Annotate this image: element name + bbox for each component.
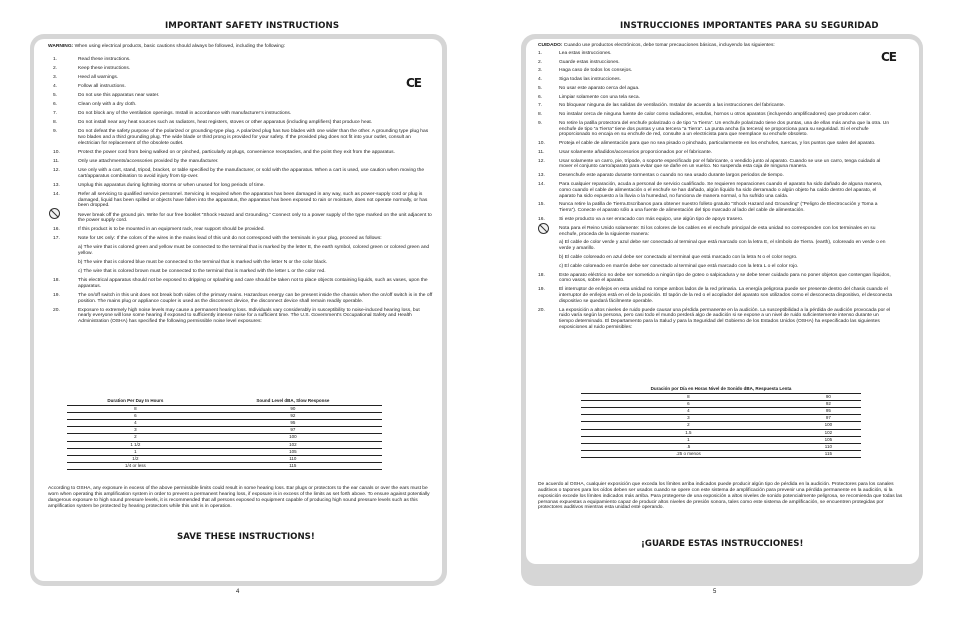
right-item-text: Nunca retire la patilla de Tierra.Escribanos para obtener nuestro folleto gratuito “Shock Hazard and Grounding” (“Peligro de Electrocución y Toma a Tierra”). Conecte el aparato sólo a una fuente de alimentación del tipo marcado al lado del cable de alimentación. [559, 202, 878, 214]
left-instruction-item [48, 192, 434, 210]
right-item-number: 14. [538, 181, 545, 187]
left-item-number: 18. [53, 277, 60, 283]
right-table-row [581, 429, 861, 436]
left-item-number: 7. [53, 111, 58, 117]
right-item-text: La exposición a altos niveles de ruido puede causar una pérdida permanente en la audición. La susceptibilidad a la pérdida de audición provocada por el ruido varía según la persona, pero casi todo el mundo perderá algo de audición si se expone a un nivel de ruido suficientemente intenso durante un tiempo determinado. El Departamento para la Salud y para la Seguridad del Gobierno de los Estados Unidos (OSHA) ha especificado las siguientes exposiciones al ruido permisibles: [559, 307, 891, 331]
right-item-text: El interruptor de en/lejos en esta unidad no rompe ambos lados de la red primaria. La energía peligrosa puede ser presente dentro del chasis cuando el interruptor de en/lejos está en el de la posición. El tapón de la red o el acoplador del aparato son utilizados como el desconecta dispositivo, el desconecta dispositivo se quedará fácilmente operable. [559, 287, 893, 304]
right-table-row [581, 407, 861, 414]
left-instruction-item [48, 111, 434, 117]
left-instruction-item [48, 293, 434, 305]
right-warning-text: Cuando use productos electrónicos, debe tomar precauciones básicas, incluyendo las siguientes: [562, 43, 775, 48]
right-item-number: 16. [538, 216, 545, 222]
right-instruction-item [538, 287, 893, 305]
left-warning [48, 44, 434, 50]
left-instruction-item [48, 57, 434, 63]
left-item-number: 14. [53, 191, 60, 197]
right-item-number: 13. [538, 173, 545, 179]
left-instruction-item [48, 308, 434, 326]
right-table-cell: 90 [796, 393, 861, 400]
left-item-text: Clean only with a dry cloth. [78, 102, 137, 107]
left-item-subpoint: b) The wire that is colored blue must be connected to the terminal that is marked with the letter N or the color black. [78, 259, 328, 265]
left-item-number: 20. [53, 307, 60, 313]
right-item-text: No retire la patilla protectora del enchufe polarizado o de tipo “a Tierra”. Un enchufe polarizado tiene dos puntas, una de ellas más ancha que la otra. Un enchufe de tipo “a Tierra” tiene dos puntas y una tercera “a Tierra”. La punta ancha (la tercera) se proporciona para su seguridad. Si el enchufe proporcionado no encaja en su enchufe de red, consulte a un electricista para que reemplace su enchufe obsoleto. [559, 120, 890, 138]
left-table-col1-header: Duration Per Day In Hours [107, 398, 164, 403]
right-item-number: 10. [538, 141, 545, 147]
left-item-number: 16. [53, 227, 60, 233]
left-instruction-item [48, 84, 434, 90]
left-table-cell: 6 [67, 412, 204, 419]
left-item-number: 6. [53, 102, 58, 107]
right-instruction-item [538, 51, 893, 57]
right-osha-paragraph: De acuerdo al OSHA, cualquier exposición que exceda los límites arriba indicados puede producir algún tipo de pérdida en la audición. Protectores para los canales auditivos o tapones para los oídos deben ser usados cuando se opere con este sistema de amplificación para prevenir una pérdida permanente en la audición, si la exposición excede los límites indicados más arriba. Para protegerse de una exposición a altos niveles de sonido potencialmente peligrosa, se recomienda que todas las personas expuestas a equipamiento capaz de producir altos niveles de presión sonora, tales como este sistema de amplificación, se encuentren protegidas por protectores auditivos mientras esta unidad esté operando. [538, 482, 903, 511]
left-save-instructions: SAVE THESE INSTRUCTIONS! [177, 532, 315, 542]
left-item-text: Follow all instructions. [78, 83, 126, 89]
right-item-text: Usar solamente añadidos/accesorios proporcionados por el fabricante. [559, 149, 713, 155]
left-item-subpoint: a) The wire that is colored green and yellow must be connected to the terminal that is marked by the letter E, the earth symbol, colored green or colored green and yellow. [78, 245, 430, 257]
left-table-row [67, 455, 382, 462]
right-item-text: Este aparato eléctrico no debe ser sometido a ningún tipo de goteo o salpicadura y se debe tener cuidado para no poner objetos que contengan líquidos, como vasos, sobre el aparato. [559, 272, 891, 284]
right-item-text: Proteja el cable de alimentación para que no sea pisado o pinchado, particularmente en los enchufes, tuercas, y los puntos que salen del aparato. [559, 141, 876, 147]
left-item-text: Never break off the ground pin. Write for our free booklet “Shock Hazard and Grounding.” Connect only to a power supply of the type marked on the unit adjacent to the power supply cord. [78, 212, 432, 224]
right-instruction-item [538, 95, 893, 101]
right-instruction-item [538, 121, 893, 139]
right-table-cell: 100 [796, 422, 861, 429]
right-table-row [581, 436, 861, 443]
right-table-cell: 95 [796, 407, 861, 414]
right-item-number: 1. [538, 50, 543, 56]
left-item-text: Refer all servicing to qualified service personnel. Servicing is required when the apparatus has been damaged in any way, such as power-supply cord or plug is damaged, liquid has been spilled or objects have fallen into the apparatus, the apparatus has been exposed to rain or moisture, does not operate normally, or has been dropped. [78, 191, 428, 209]
cart-warning-icon [49, 208, 60, 219]
right-table-row [581, 400, 861, 407]
left-item-number: 9. [53, 129, 58, 135]
right-instruction-item [538, 173, 893, 179]
left-item-text: Note for UK only: If the colors of the wires in the mains lead of this unit do not correspond with the terminals in your plug, proceed as follows: [78, 236, 382, 242]
right-item-text: Usar solamente un carro, pie, trípode, o soporte especificado por el fabricante, o vendido junto al aparato. Cuando se use un carro, tenga cuidado al mover el conjunto carro/aparato para evitar que se dañe en un vuelco. No suspenda esta caja de ninguna manera. [559, 158, 881, 170]
right-table-cell: 2 [581, 422, 796, 429]
right-page-panel [521, 34, 923, 586]
left-instruction-item [48, 227, 434, 233]
right-instruction-item [538, 217, 893, 223]
right-item-number: 20. [538, 307, 545, 313]
right-page-number: 5 [713, 589, 717, 595]
right-instruction-item [538, 226, 893, 270]
left-page-content [34, 39, 442, 581]
left-warning-text: When using electrical products, basic cautions should always be followed, including the following: [73, 44, 286, 49]
left-table-cell: 110 [204, 455, 382, 462]
right-save-instructions: ¡GUARDE ESTAS INSTRUCCIONES! [641, 539, 804, 549]
left-item-text: This electrical apparatus should not be exposed to dripping or splashing and care should be taken not to place objects containing liquids, such as vases, upon the apparatus. [78, 277, 428, 289]
right-item-number: 12. [538, 158, 545, 164]
left-instruction-item [48, 278, 434, 290]
left-page-panel [30, 34, 447, 586]
right-instruction-item [538, 202, 893, 214]
right-instruction-item [538, 77, 893, 83]
right-table-cell: 97 [796, 415, 861, 422]
left-table-cell: 102 [204, 441, 382, 448]
left-table-cell: 8 [67, 405, 204, 412]
ce-mark-icon: CE [406, 76, 422, 90]
right-instruction-item [538, 141, 893, 147]
left-item-number: 12. [53, 167, 60, 173]
left-table-cell: 105 [204, 448, 382, 455]
left-instruction-item [48, 129, 434, 147]
right-table-row [581, 415, 861, 422]
right-item-text: No bloquear ninguna de las salidas de ventilación. Instalar de acuerdo a las instrucciones del fabricante. [559, 103, 785, 109]
left-table-cell: 1/2 [67, 455, 204, 462]
left-table-cell: 1/4 or less [67, 463, 204, 470]
right-table-col1-header: Duración por Día en Horas [650, 386, 708, 391]
left-osha-paragraph: According to OSHA, any exposure in excess of the above permissible limits could result in some hearing loss. Ear plugs or protectors to the ear canals or over the ears must be worn when operating this amplification system in order to prevent a permanent hearing loss, if exposure is in excess of the limits as set forth above. To ensure against potentially dangerous exposure to high sound pressure levels, it is recommended that all persons exposed to equipment capable of producing high sound pressure levels such as this amplification system be protected by hearing protectors while this unit is in operation. [48, 486, 430, 509]
right-item-text: Para cualquier reparación, acuda a personal de servicio cualificado. Se requieren reparaciones cuando el aparato ha sido dañado de alguna manera, como cuando el cable de alimentación o el enchufe se han dañado, algún líquido ha sido derramado o algún objeto ha caído dentro del aparato, el aparato ha sido expuesto a la lluvia o la humedad, no funciona de manera normal, o ha sufrido una caída. [559, 181, 883, 199]
left-table-cell: 4 [67, 419, 204, 426]
left-instruction-item [48, 66, 434, 72]
right-table-cell: 110 [796, 443, 861, 450]
right-item-text: Guarde estas instrucciones. [559, 59, 620, 65]
right-item-number: 11. [538, 149, 545, 155]
right-noise-table [581, 386, 861, 458]
right-table-header [581, 386, 861, 393]
right-instruction-item [538, 68, 893, 74]
left-instructions-block [48, 44, 434, 328]
right-instruction-item [538, 103, 893, 109]
right-table-cell: .25 o menos [581, 451, 796, 458]
left-instruction-item [48, 183, 434, 189]
right-table-cell: 92 [796, 400, 861, 407]
left-table-row [67, 434, 382, 441]
left-item-text: The on/off switch in this unit does not break both sides of the primary mains. Hazardous energy can be present inside the chassis when the on/off switch is in the off position. The mains plug or appliance coupler is used as the disconnect device, the disconnect device shall remain readily operable. [78, 292, 433, 304]
right-table-row [581, 451, 861, 458]
cart-warning-icon [538, 223, 549, 234]
right-item-number: 8. [538, 111, 543, 117]
left-table-row [67, 441, 382, 448]
right-table-cell: 6 [581, 400, 796, 407]
left-table-cell: 3 [67, 427, 204, 434]
right-table-col2-header: Nivel de Sonido dBA, Respuesta Lenta [708, 386, 792, 391]
right-table-cell: 1 [581, 436, 796, 443]
right-item-number: 7. [538, 103, 543, 109]
left-instruction-item [48, 150, 434, 156]
right-instruction-item [538, 60, 893, 66]
left-table-row [67, 463, 382, 470]
left-table-row [67, 412, 382, 419]
left-instruction-item [48, 93, 434, 99]
left-instruction-item [48, 213, 434, 225]
left-table-cell: 90 [204, 405, 382, 412]
left-instruction-item [48, 75, 434, 81]
left-table-cell: 115 [204, 463, 382, 470]
left-noise-table [67, 398, 382, 470]
right-table-cell: 1.5 [581, 429, 796, 436]
right-instruction-item [538, 159, 893, 171]
left-table-cell: 100 [204, 434, 382, 441]
ce-mark-icon: CE [881, 50, 897, 64]
right-table-cell: 4 [581, 407, 796, 414]
right-item-text: Haga caso de todos los consejos. [559, 68, 633, 74]
right-item-subpoint: b) El cable coloreado en azul debe ser conectado al terminal que está marcado con la letra N o el color negro. [559, 255, 798, 261]
right-item-number: 6. [538, 94, 543, 100]
right-instructions-block [538, 43, 893, 334]
right-item-text: No instalar cerca de ninguna fuente de calor como radiadores, estufas, hornos u otros aparatos (incluyendo amplificadores) que producen calor. [559, 111, 871, 117]
left-table-cell: 95 [204, 419, 382, 426]
right-item-number: 15. [538, 202, 545, 208]
right-instruction-list [538, 51, 893, 331]
left-item-text: Heed all warnings. [78, 74, 119, 80]
left-instruction-list [48, 57, 434, 325]
right-instruction-item [538, 273, 893, 285]
right-table-cell: .5 [581, 443, 796, 450]
left-item-number: 11. [53, 158, 60, 164]
right-page-heading: INSTRUCCIONES IMPORTANTES PARA SU SEGURIDAD [620, 21, 879, 31]
left-item-text: Do not block any of the ventilation openings. Install in accordance with manufacturer’s instructions. [78, 111, 292, 117]
left-instruction-item [48, 168, 434, 180]
left-item-number: 4. [53, 83, 58, 89]
left-item-text: Keep these instructions. [78, 65, 131, 71]
right-warning-label: CUIDADO: [538, 43, 563, 48]
left-item-number: 8. [53, 120, 58, 126]
left-item-number: 13. [53, 182, 60, 188]
right-instruction-item [538, 308, 893, 331]
left-item-text: Protect the power cord from being walked on or pinched, particularly at plugs, convenience receptacles, and the point they exit from the apparatus. [78, 149, 395, 155]
left-instruction-item [48, 236, 434, 274]
right-item-text: Si este producto va a ser enracado con más equipo, use algún tipo de apoyo trasero. [559, 216, 744, 222]
right-page-content [526, 39, 919, 564]
right-instruction-item [538, 182, 893, 200]
right-table-row [581, 393, 861, 400]
left-table-cell: 2 [67, 434, 204, 441]
left-item-subpoint: c) The wire that is colored brown must be connected to the terminal that is marked with the letter L or the color red. [78, 268, 326, 274]
left-item-text: Read these instructions. [78, 56, 131, 62]
left-item-text: If this product is to be mounted in an equipment rack, rear support should be provided. [78, 227, 265, 233]
left-table-row [67, 448, 382, 455]
left-item-text: Only use attachments/accessories provided by the manufacturer. [78, 158, 219, 164]
right-item-number: 2. [538, 59, 543, 65]
left-table-cell: 97 [204, 427, 382, 434]
right-item-number: 3. [538, 68, 543, 74]
right-table-cell: 115 [796, 451, 861, 458]
right-instruction-item [538, 86, 893, 92]
left-item-number: 1. [53, 56, 58, 62]
left-item-text: Do not install near any heat sources such as radiators, heat registers, stoves or other apparatus (including amplifiers) that produce heat. [78, 120, 373, 126]
right-item-text: Siga todas las instrucciones. [559, 77, 621, 83]
right-table-cell: 3 [581, 415, 796, 422]
right-table-cell: 105 [796, 436, 861, 443]
right-item-subpoint: a) El cable de color verde y azul debe ser conectado al terminal que está marcado con la letra E, el símbolo de Tierra. (earth), coloreado en verde o en verde y amarillo. [559, 240, 886, 252]
left-instruction-item [48, 159, 434, 165]
right-instruction-item [538, 112, 893, 118]
left-table-cell: 92 [204, 412, 382, 419]
right-table-cell: 8 [581, 393, 796, 400]
left-item-text: Do not defeat the safety purpose of the polarized or grounding-type plug. A polarized plug has two blades with one wider than the other. A grounding type plug has two blades and a third grounding plug. The wide blade or third prong is provided for your safety. If the provided plug does not fit into your outlet, consult an electrician for replacement of the obsolete outlet. [78, 129, 429, 146]
left-table-cell: 1 [67, 448, 204, 455]
right-item-number: 18. [538, 272, 545, 278]
right-item-text: Lea estas instrucciones. [559, 50, 612, 56]
left-table-row [67, 427, 382, 434]
right-item-text: Desenchufe este aparato durante tormentas o cuando no sea usado durante largos periodos de tiempo. [559, 173, 784, 179]
left-instruction-item [48, 120, 434, 126]
right-item-text: No usar este aparato cerca del agua. [559, 85, 640, 91]
left-page-heading: IMPORTANT SAFETY INSTRUCTIONS [165, 21, 340, 31]
right-instruction-item [538, 150, 893, 156]
left-table-row [67, 405, 382, 412]
left-item-number: 17. [53, 236, 60, 242]
left-table-cell: 1 1/2 [67, 441, 204, 448]
left-page-number: 4 [236, 589, 240, 595]
right-item-number: 9. [538, 120, 543, 126]
right-item-number: 19. [538, 287, 545, 293]
right-table-cell: 102 [796, 429, 861, 436]
right-item-subpoint: c) El cable coloreado en marrón debe ser conectado al terminal que está marcado con la letra L o el color rojo. [559, 263, 799, 269]
right-table-row [581, 443, 861, 450]
left-item-text: Use only with a cart, stand, tripod, bracket, or table specified by the manufacturer, or sold with the apparatus. When a cart is used, use caution when moving the cart/apparatus combination to avoid injury from tip-over. [78, 167, 425, 179]
left-item-text: Exposure to extremely high noise levels may cause a permanent hearing loss. Individuals vary considerably in susceptibility to noise-induced hearing loss, but nearly everyone will lose some hearing if exposed to sufficiently intense noise for a sufficient time. The U.S. Government’s Occupational Safety and Health Administration (OSHA) has specified the following permissible noise level exposures: [78, 307, 420, 325]
left-item-number: 10. [53, 149, 60, 155]
left-table-col2-header: Sound Level dBA, Slow Response [256, 398, 330, 403]
right-item-text: Nota para el Reino Unido solamente: Si los colores de los cables en el enchufe principal de esta unidad no corresponden con los terminales en su enchufe, proceda de la siguiente manera: [559, 225, 876, 237]
left-item-number: 19. [53, 292, 60, 298]
left-item-number: 5. [53, 92, 58, 98]
right-item-number: 5. [538, 85, 543, 91]
right-item-number: 4. [538, 77, 543, 83]
left-item-number: 3. [53, 74, 58, 80]
left-item-text: Unplug this apparatus during lightning storms or when unused for long periods of time. [78, 182, 265, 188]
left-item-text: Do not use this apparatus near water. [78, 92, 160, 98]
left-table-row [67, 419, 382, 426]
left-item-number: 2. [53, 65, 58, 71]
right-warning [538, 43, 893, 49]
left-warning-label: WARNING: [48, 44, 74, 49]
right-item-text: Limpiar solamente con una tela seca. [559, 94, 641, 100]
left-instruction-item [48, 102, 434, 108]
right-table-row [581, 422, 861, 429]
